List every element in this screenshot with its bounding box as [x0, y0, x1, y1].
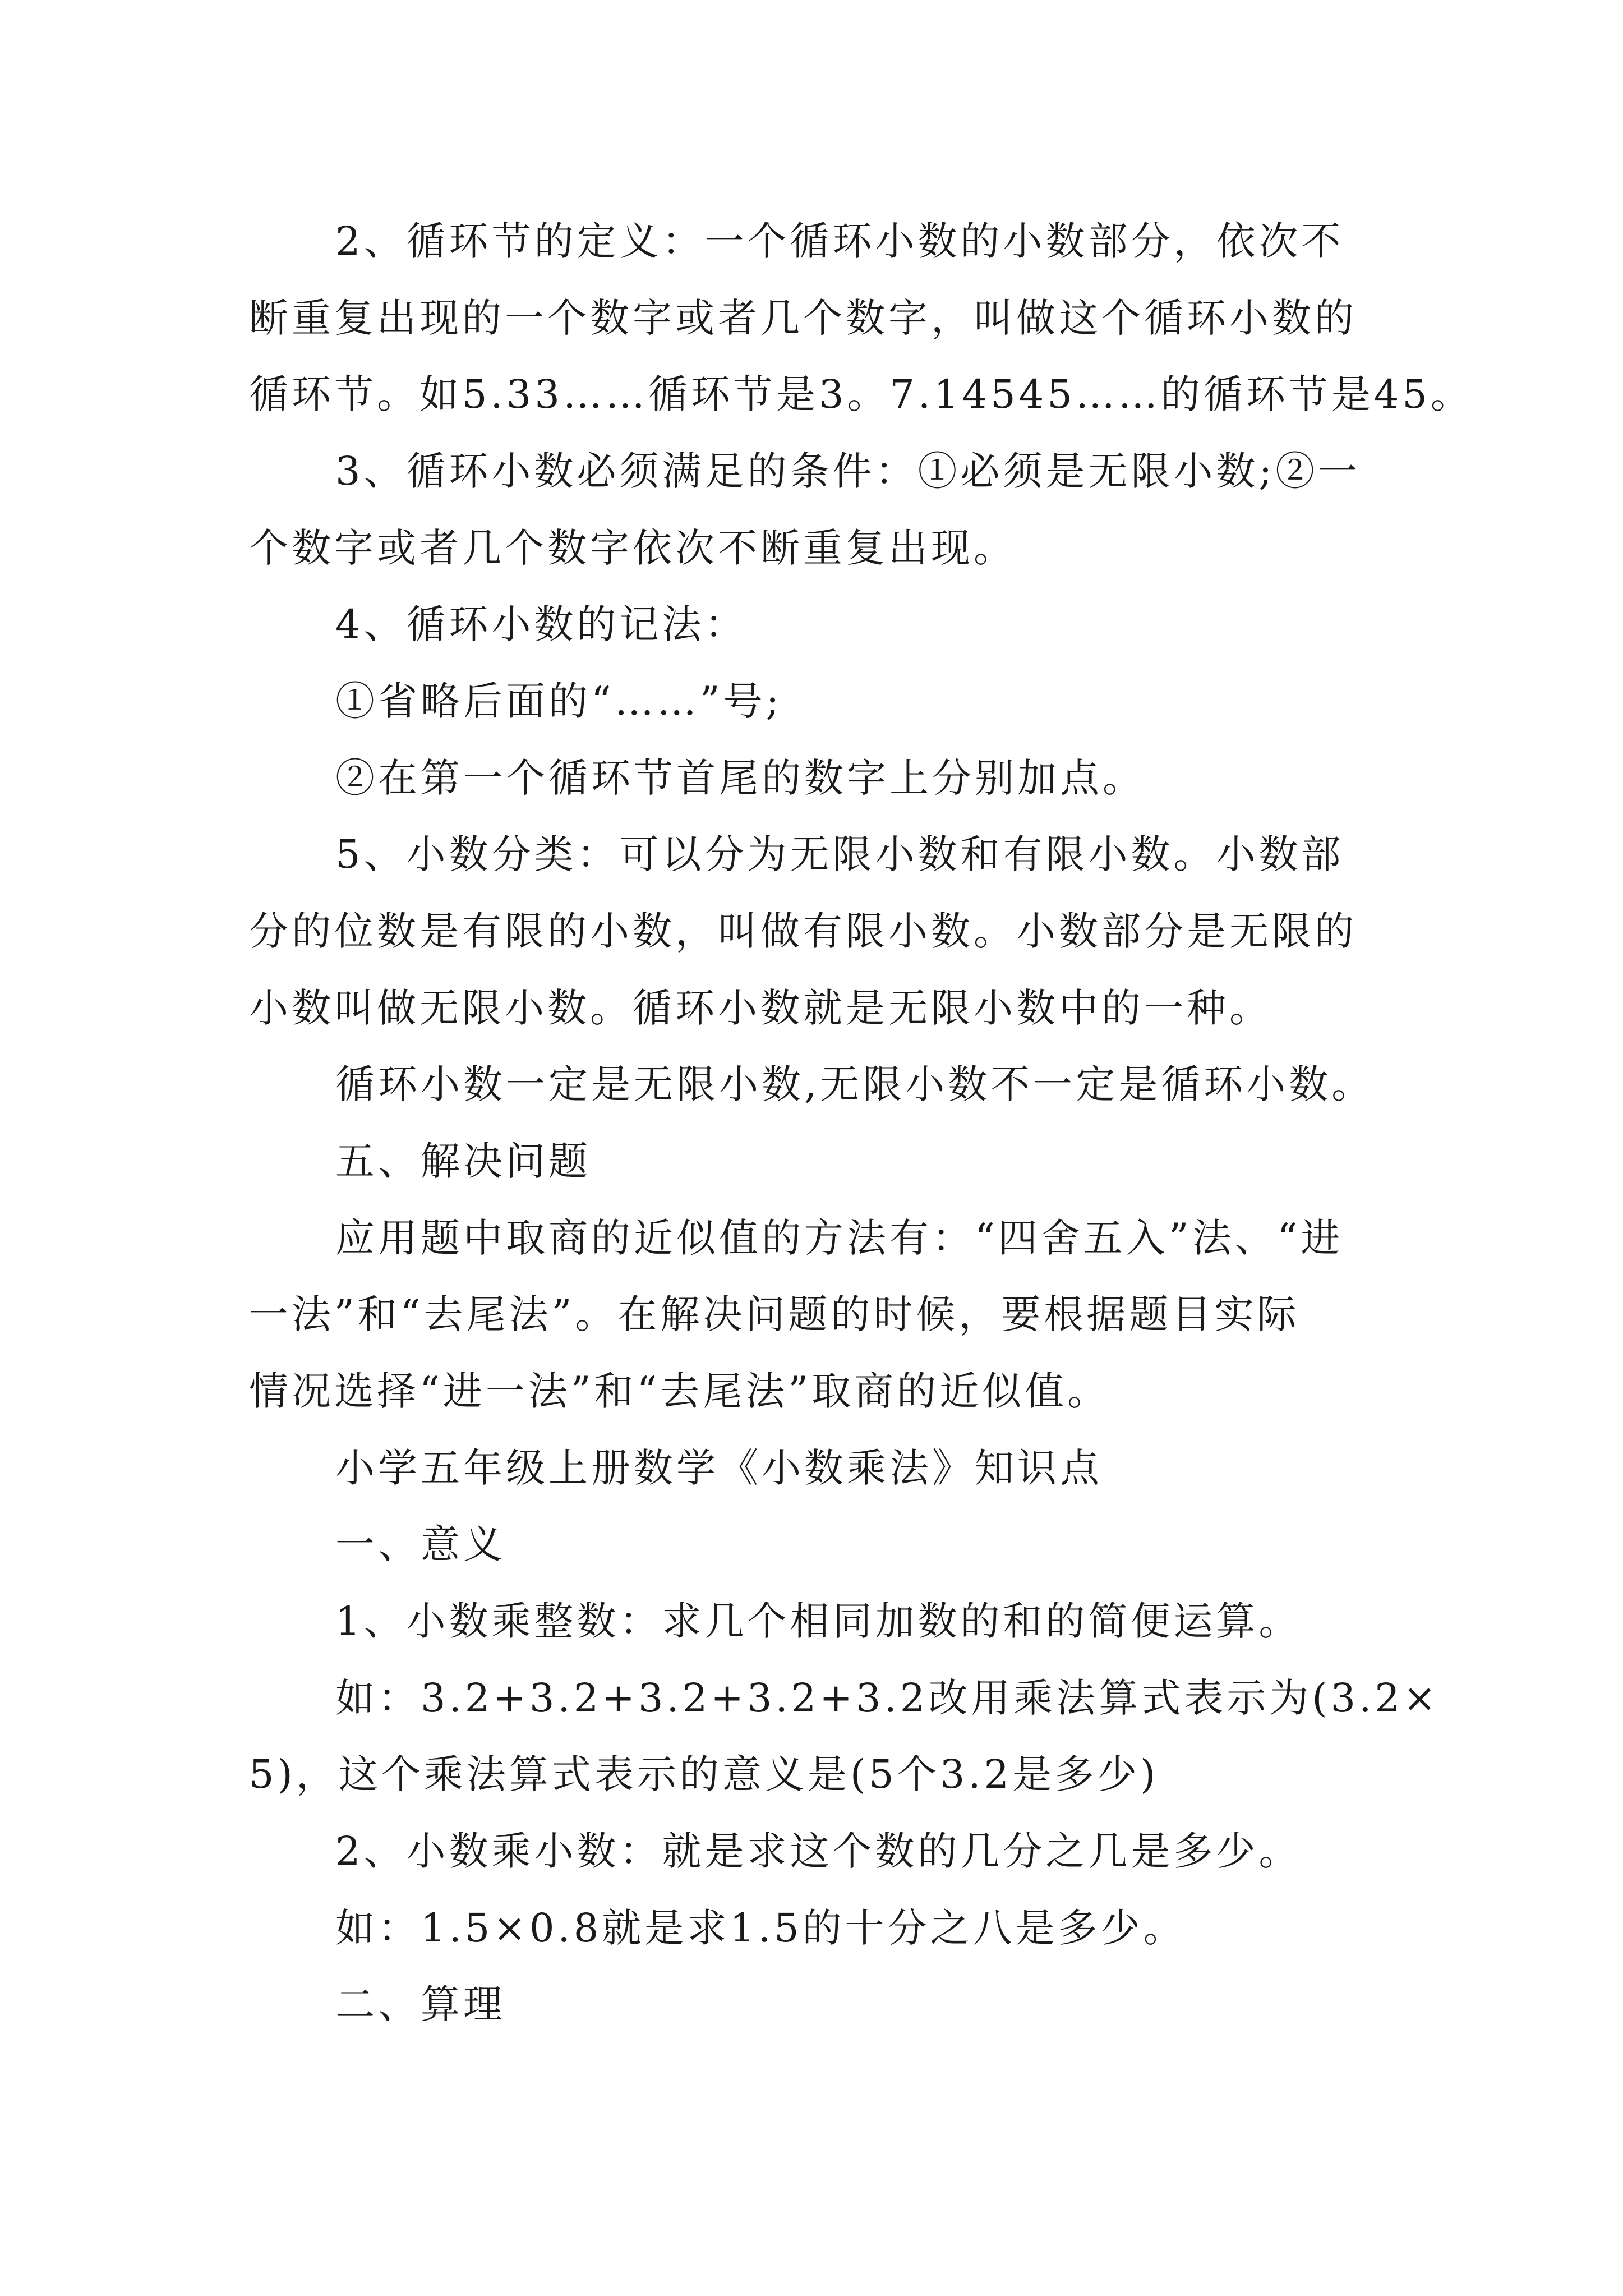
document-title: 小学五年级上册数学《小数乘法》知识点 — [335, 1445, 1103, 1491]
paragraph-line: 2、循环节的定义：一个循环小数的小数部分，依次不 — [335, 218, 1344, 264]
section-heading: 二、算理 — [335, 1981, 506, 2027]
paragraph-line: 分的位数是有限的小数，叫做有限小数。小数部分是无限的 — [249, 908, 1357, 954]
paragraph-line: 如：3.2+3.2+3.2+3.2+3.2改用乘法算式表示为(3.2× — [335, 1675, 1440, 1721]
paragraph-line: 5)，这个乘法算式表示的意义是(5个3.2是多少) — [249, 1751, 1159, 1797]
paragraph-line: 小数叫做无限小数。循环小数就是无限小数中的一种。 — [249, 985, 1272, 1031]
paragraph-line: 应用题中取商的近似值的方法有：“四舍五入”法、“进 — [335, 1215, 1344, 1261]
paragraph-line: ②在第一个循环节首尾的数字上分别加点。 — [335, 755, 1145, 801]
paragraph-line: 循环小数一定是无限小数,无限小数不一定是循环小数。 — [335, 1061, 1375, 1107]
paragraph-line: 循环节。如5.33……循环节是3。7.14545……的循环节是45。 — [249, 371, 1473, 417]
paragraph-line: 3、循环小数必须满足的条件：①必须是无限小数;②一 — [335, 448, 1361, 494]
paragraph-line: 一法”和“去尾法”。在解决问题的时候，要根据题目实际 — [249, 1291, 1300, 1337]
paragraph-line: 1、小数乘整数：求几个相同加数的和的简便运算。 — [335, 1598, 1302, 1644]
paragraph-line: 断重复出现的一个数字或者几个数字，叫做这个循环小数的 — [249, 295, 1357, 341]
paragraph-line: 如：1.5×0.8就是求1.5的十分之八是多少。 — [335, 1905, 1186, 1951]
paragraph-line: 情况选择“进一法”和“去尾法”取商的近似值。 — [249, 1368, 1110, 1414]
paragraph-line: ①省略后面的“……”号; — [335, 678, 783, 724]
section-heading: 一、意义 — [335, 1521, 506, 1567]
paragraph-line: 5、小数分类：可以分为无限小数和有限小数。小数部 — [335, 831, 1344, 877]
section-heading: 五、解决问题 — [335, 1138, 591, 1184]
paragraph-line: 4、循环小数的记法： — [335, 601, 748, 647]
paragraph-line: 个数字或者几个数字依次不断重复出现。 — [249, 525, 1016, 571]
paragraph-line: 2、小数乘小数：就是求这个数的几分之几是多少。 — [335, 1828, 1302, 1874]
